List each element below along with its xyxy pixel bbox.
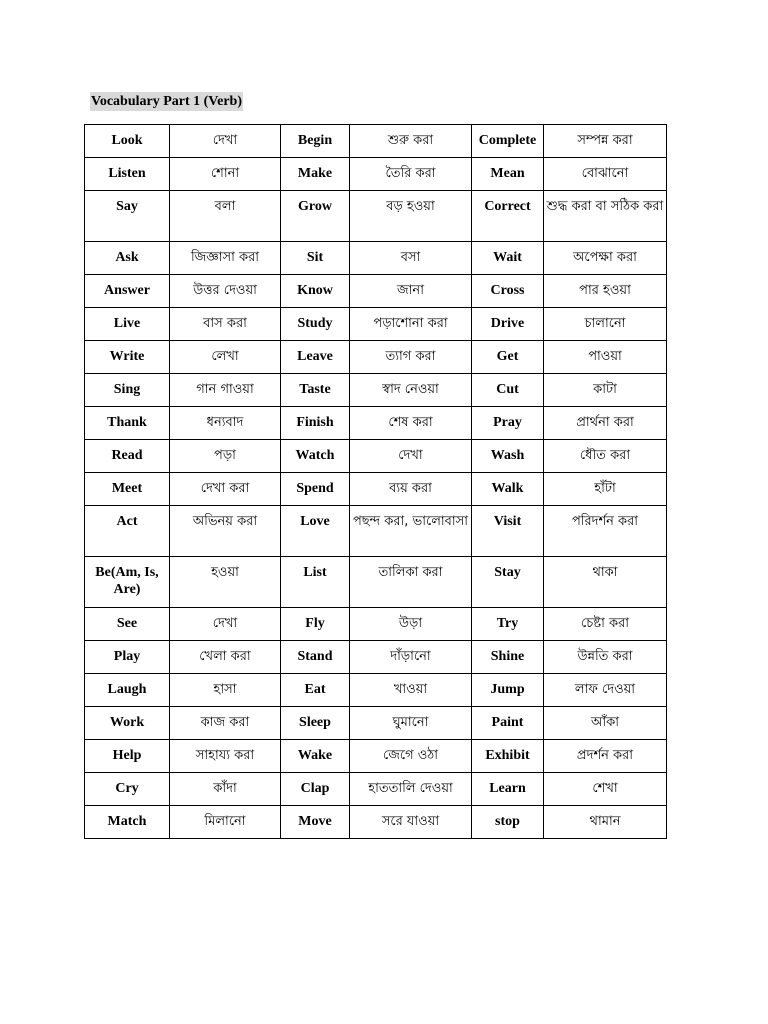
bengali-meaning-cell: অভিনয় করা [170,506,281,557]
bengali-meaning-cell: পড়া [170,440,281,473]
bengali-meaning-cell: হাসা [170,674,281,707]
bengali-meaning-cell: তৈরি করা [350,158,472,191]
english-verb-cell: Sit [281,242,350,275]
english-verb-cell: List [281,557,350,608]
bengali-meaning-cell: জানা [350,275,472,308]
english-verb-cell: Drive [472,308,544,341]
table-row [85,806,667,839]
english-verb-cell: Wash [472,440,544,473]
english-verb-cell: Learn [472,773,544,806]
bengali-meaning-cell: শেষ করা [350,407,472,440]
table-row [85,191,667,242]
vocabulary-table-body [85,125,667,839]
bengali-meaning-cell: জিজ্ঞাসা করা [170,242,281,275]
bengali-meaning-cell: তালিকা করা [350,557,472,608]
table-row [85,740,667,773]
bengali-meaning-cell: জেগে ওঠা [350,740,472,773]
english-verb-cell: Know [281,275,350,308]
bengali-meaning-cell: বসা [350,242,472,275]
table-row [85,473,667,506]
bengali-meaning-cell: শুরু করা [350,125,472,158]
english-verb-cell: Read [85,440,170,473]
bengali-meaning-cell: পছন্দ করা, ভালোবাসা [350,506,472,557]
bengali-meaning-cell: দেখা [170,608,281,641]
table-row [85,242,667,275]
english-verb-cell: Complete [472,125,544,158]
bengali-meaning-cell: লেখা [170,341,281,374]
table-row [85,608,667,641]
english-verb-cell: Cry [85,773,170,806]
english-verb-cell: Cross [472,275,544,308]
bengali-meaning-cell: দেখা [170,125,281,158]
english-verb-cell: Visit [472,506,544,557]
bengali-meaning-cell: হাঁটা [544,473,667,506]
bengali-meaning-cell: ধন্যবাদ [170,407,281,440]
bengali-meaning-cell: ধৌত করা [544,440,667,473]
bengali-meaning-cell: চালানো [544,308,667,341]
table-row [85,275,667,308]
english-verb-cell: Write [85,341,170,374]
bengali-meaning-cell: শোনা [170,158,281,191]
english-verb-cell: Help [85,740,170,773]
table-row [85,773,667,806]
english-verb-cell: Mean [472,158,544,191]
english-verb-cell: stop [472,806,544,839]
vocabulary-table [84,124,667,839]
bengali-meaning-cell: বলা [170,191,281,242]
english-verb-cell: Stand [281,641,350,674]
english-verb-cell: Laugh [85,674,170,707]
bengali-meaning-cell: ঘুমানো [350,707,472,740]
english-verb-cell: Taste [281,374,350,407]
bengali-meaning-cell: দেখা করা [170,473,281,506]
english-verb-cell: Cut [472,374,544,407]
table-row [85,158,667,191]
bengali-meaning-cell: খাওয়া [350,674,472,707]
english-verb-cell: Watch [281,440,350,473]
bengali-meaning-cell: খেলা করা [170,641,281,674]
bengali-meaning-cell: পড়াশোনা করা [350,308,472,341]
bengali-meaning-cell: প্রার্থনা করা [544,407,667,440]
english-verb-cell: Play [85,641,170,674]
bengali-meaning-cell: হওয়া [170,557,281,608]
english-verb-cell: Wait [472,242,544,275]
bengali-meaning-cell: স্বাদ নেওয়া [350,374,472,407]
bengali-meaning-cell: দাঁড়ানো [350,641,472,674]
english-verb-cell: Stay [472,557,544,608]
bengali-meaning-cell: পরিদর্শন করা [544,506,667,557]
english-verb-cell: Live [85,308,170,341]
bengali-meaning-cell: হাততালি দেওয়া [350,773,472,806]
bengali-meaning-cell: কাজ করা [170,707,281,740]
english-verb-cell: Shine [472,641,544,674]
english-verb-cell: Act [85,506,170,557]
bengali-meaning-cell: কাটা [544,374,667,407]
english-verb-cell: Look [85,125,170,158]
table-row [85,674,667,707]
english-verb-cell: Say [85,191,170,242]
bengali-meaning-cell: অপেক্ষা করা [544,242,667,275]
english-verb-cell: Be(Am, Is, Are) [85,557,170,608]
english-verb-cell: Begin [281,125,350,158]
bengali-meaning-cell: পার হওয়া [544,275,667,308]
bengali-meaning-cell: চেষ্টা করা [544,608,667,641]
table-row [85,641,667,674]
english-verb-cell: Love [281,506,350,557]
bengali-meaning-cell: ত্যাগ করা [350,341,472,374]
bengali-meaning-cell: গান গাওয়া [170,374,281,407]
english-verb-cell: Work [85,707,170,740]
english-verb-cell: Wake [281,740,350,773]
english-verb-cell: See [85,608,170,641]
english-verb-cell: Grow [281,191,350,242]
bengali-meaning-cell: আঁকা [544,707,667,740]
english-verb-cell: Correct [472,191,544,242]
english-verb-cell: Ask [85,242,170,275]
bengali-meaning-cell: ব্যয় করা [350,473,472,506]
bengali-meaning-cell: শেখা [544,773,667,806]
english-verb-cell: Listen [85,158,170,191]
bengali-meaning-cell: বাস করা [170,308,281,341]
english-verb-cell: Spend [281,473,350,506]
bengali-meaning-cell: পাওয়া [544,341,667,374]
document-title: Vocabulary Part 1 (Verb) [91,94,243,109]
english-verb-cell: Match [85,806,170,839]
bengali-meaning-cell: কাঁদা [170,773,281,806]
table-row [85,407,667,440]
table-row [85,374,667,407]
bengali-meaning-cell: উত্তর দেওয়া [170,275,281,308]
english-verb-cell: Make [281,158,350,191]
bengali-meaning-cell: দেখা [350,440,472,473]
english-verb-cell: Exhibit [472,740,544,773]
bengali-meaning-cell: শুদ্ধ করা বা সঠিক করা [544,191,667,242]
english-verb-cell: Move [281,806,350,839]
table-row [85,506,667,557]
english-verb-cell: Paint [472,707,544,740]
bengali-meaning-cell: বোঝানো [544,158,667,191]
bengali-meaning-cell: সাহায্য করা [170,740,281,773]
bengali-meaning-cell: উন্নতি করা [544,641,667,674]
bengali-meaning-cell: সরে যাওয়া [350,806,472,839]
english-verb-cell: Finish [281,407,350,440]
english-verb-cell: Walk [472,473,544,506]
english-verb-cell: Jump [472,674,544,707]
english-verb-cell: Answer [85,275,170,308]
table-row [85,707,667,740]
table-row [85,125,667,158]
english-verb-cell: Clap [281,773,350,806]
english-verb-cell: Thank [85,407,170,440]
bengali-meaning-cell: মিলানো [170,806,281,839]
table-row [85,308,667,341]
english-verb-cell: Get [472,341,544,374]
bengali-meaning-cell: লাফ দেওয়া [544,674,667,707]
english-verb-cell: Pray [472,407,544,440]
english-verb-cell: Try [472,608,544,641]
bengali-meaning-cell: উড়া [350,608,472,641]
english-verb-cell: Eat [281,674,350,707]
english-verb-cell: Study [281,308,350,341]
english-verb-cell: Leave [281,341,350,374]
english-verb-cell: Sleep [281,707,350,740]
english-verb-cell: Sing [85,374,170,407]
table-row [85,557,667,608]
table-row [85,341,667,374]
bengali-meaning-cell: থামান [544,806,667,839]
table-row [85,440,667,473]
english-verb-cell: Meet [85,473,170,506]
bengali-meaning-cell: সম্পন্ন করা [544,125,667,158]
english-verb-cell: Fly [281,608,350,641]
bengali-meaning-cell: থাকা [544,557,667,608]
bengali-meaning-cell: প্রদর্শন করা [544,740,667,773]
bengali-meaning-cell: বড় হওয়া [350,191,472,242]
